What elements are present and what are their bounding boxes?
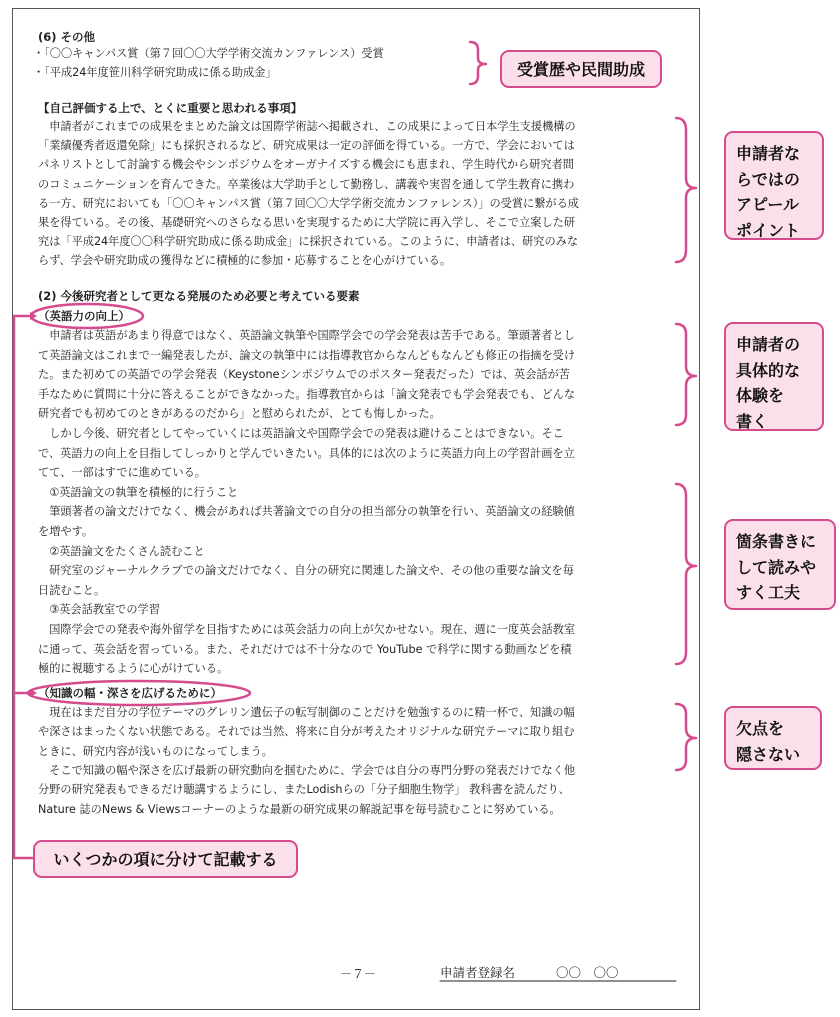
text-line: 申請者は英語があまり得意ではなく、英語論文執筆や国際学会での学会発表は苦手である。筆頭著者とし (38, 329, 575, 342)
text-line: ②英語論文をたくさん読むこと (38, 544, 205, 558)
text-line: 申請者がこれまでの成果をまとめた論文は国際学術誌へ掲載され、この成果によって日本学生支援機構の (38, 120, 576, 133)
text-line: ①英語論文の執筆を積極的に行うこと (38, 485, 239, 499)
text-line: 研究室のジャーナルクラブでの論文だけでなく、自分の研究に関連した論文や、その他の重要な論文を毎 (38, 564, 574, 578)
registrant-label: 申請者登録名 (440, 965, 516, 980)
text-line: 現在はまだ自分の学位テーマのグレリン遺伝子の転写制御のことだけを勉強するのに精一杯で、知識の幅 (38, 706, 575, 719)
text-line: や深さはまったくない状態である。それでは当然、将来に自分が考えたオリジナルな研究テーマに取り組む (38, 725, 575, 739)
knowledge-subheading: （知識の幅・深さを広げるために） (38, 686, 222, 700)
text-line: のコミュニケーションを育んできた。卒業後は大学助手として勤務し、講義や実習を通して学生教育に携わ (38, 177, 575, 191)
text-line: Nature 誌のNews & Viewsコーナーのような最新の研究成果の解説記事を毎号読むことに努めている。 (38, 802, 561, 816)
section6-heading: (6) その他 (38, 30, 96, 44)
text-line: 究は「平成24年度〇〇科学研究助成に係る助成金」に採択されている。このように、申請者は、研究のみな (38, 235, 579, 249)
text-line: 「業績優秀者返還免除」にも採択されるなど、研究成果は一定の評価を得ている。一方で、学会においては (38, 139, 575, 153)
english-subheading: （英語力の向上） (38, 309, 130, 323)
text-line: 研究者でも初めてのときがあるのだから」と慰められたが、とても悔しかった。 (38, 407, 441, 421)
text-line: た。また初めての英語での学会発表（Keystoneシンポジウムでのポスター発表だった）では、英会話が苦 (38, 368, 570, 382)
bullets-callout: 箇条書きに して読みや すく工夫 (724, 519, 836, 610)
page-number: －７－ (340, 967, 377, 981)
text-line: る一方、研究においても「〇〇キャンパス賞（第７回〇〇大学学術交流カンファレンス）」の受賞に繋がる成 (38, 196, 579, 210)
text-line: しかし今後、研究者としてやっていくには英語論文や国際学会での発表は避けることはできない。そこ (38, 427, 564, 440)
text-line: 極的に視聴するように心がけている。 (38, 662, 229, 676)
experience-callout: 申請者の 具体的な 体験を 書く (724, 322, 824, 431)
registrant-name: 〇〇 〇〇 (556, 965, 619, 980)
text-line: 筆頭著者の論文だけでなく、機会があれば共著論文での自分の担当部分の執筆を行い、英語論文の経験値 (38, 505, 575, 519)
text-line: に通って、英会話を習っている。また、それだけでは不十分なので YouTube で科学に関する動画などを積 (38, 642, 572, 656)
text-line: そこで知識の幅や深さを広げ最新の研究動向を掴むために、学会では自分の専門分野の発表だけでなく他 (38, 763, 576, 777)
text-line: ときに、研究内容が浅いものになってしまう。 (38, 744, 273, 758)
text-line: てて、一部はすでに進めている。 (38, 466, 206, 480)
weakness-callout: 欠点を 隠さない (724, 706, 822, 770)
text-line: を増やす。 (38, 525, 94, 538)
awards-callout: 受賞歴や民間助成 (500, 50, 662, 88)
text-line: 国際学会での発表や海外留学を目指すためには英会話力の向上が欠かせない。現在、週に一度英会話教室 (38, 623, 576, 636)
text-line: 分野の研究発表もできるだけ聴講するようにし、またLodishらの「分子細胞生物学」 教科書を読んだり、 (38, 783, 570, 797)
text-line: パネリストとして討論する機会やシンポジウムをオーガナイズする機会にも恵まれ、学生時代から研究者間 (38, 158, 574, 172)
self-eval-heading: 【自己評価する上で、とくに重要と思われる事項】 (38, 101, 303, 115)
appeal-callout: 申請者な らではの アピール ポイント (724, 131, 824, 240)
grant-item: ・「平成24年度笹川科学研究助成に係る助成金」 (33, 66, 277, 79)
award-item: ・「〇〇キャンパス賞（第７回〇〇大学学術交流カンファレンス）受賞 (33, 47, 384, 60)
section2-heading: (2) 今後研究者として更なる発展のため必要と考えている要素 (38, 289, 360, 303)
text-line: 日読むこと。 (38, 583, 106, 597)
split-callout: いくつかの項に分けて記載する (33, 840, 298, 878)
text-line: 果を得ている。その後、基礎研究へのさらなる思いを実現するために大学院に再入学し、そこで立案した研 (38, 216, 576, 229)
text-line: 手なために質問に十分に答えることができなかった。指導教官からは「論文発表でも学会発表でも、どんな (38, 387, 576, 401)
text-line: て英語論文はこれまで一編発表したが、論文の執筆中には指導教官からなんどもなんども修正の指摘を受け (38, 348, 576, 362)
text-line: ③英会話教室での学習 (38, 603, 160, 617)
text-line: で、英語力の向上を目指してしっかりと学んでいきたい。具体的には次のように英語力向上の学習計画を立 (38, 446, 575, 460)
text-line: らず、学会や研究助成の獲得などに積極的に参加・応募することを心がけている。 (38, 254, 452, 268)
